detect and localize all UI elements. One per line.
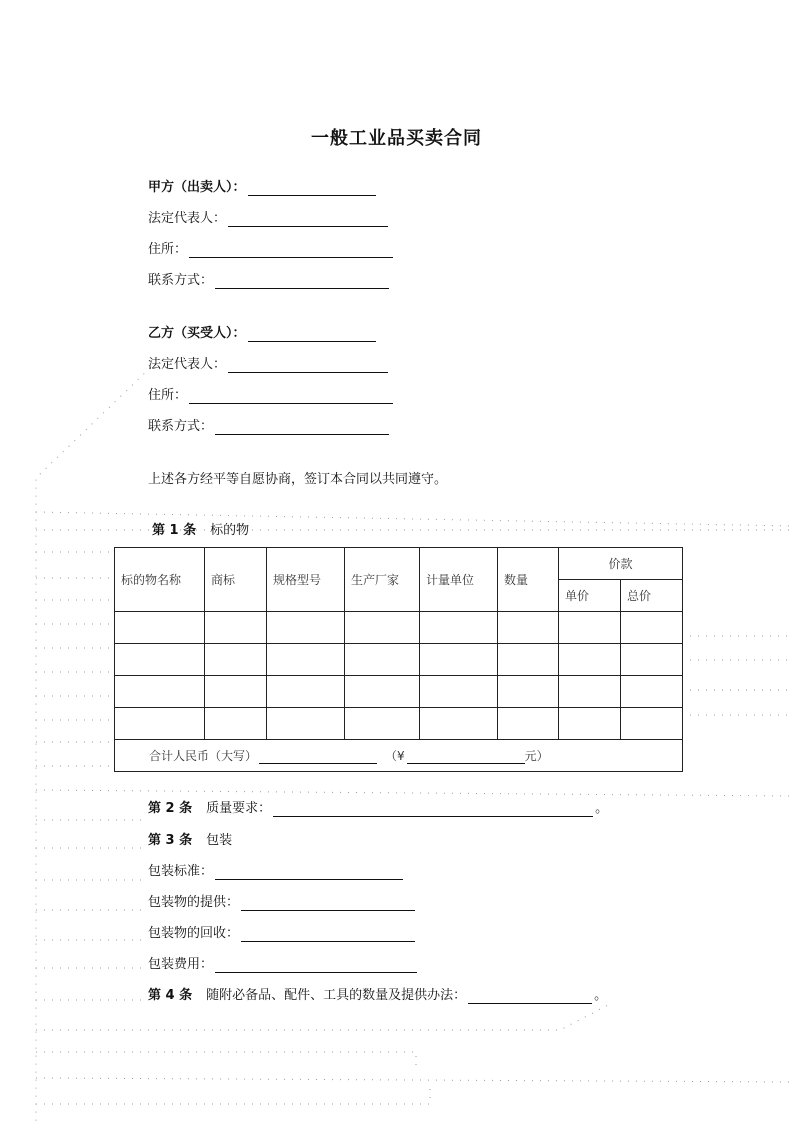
table-cell[interactable] — [345, 644, 420, 676]
article-4-title: 随附必备品、配件、工具的数量及提供办法： — [206, 988, 467, 1003]
accessories-field[interactable] — [468, 989, 592, 1004]
table-cell[interactable] — [205, 676, 267, 708]
table-cell[interactable] — [420, 708, 498, 740]
article-3-number: 第 3 条 — [148, 833, 193, 848]
goods-table — [114, 547, 683, 772]
article-2-title: 质量要求： — [206, 801, 272, 816]
header-model: 规格型号 — [267, 548, 345, 612]
table-cell[interactable] — [345, 708, 420, 740]
article-4-end: 。 — [594, 988, 608, 1003]
party-a-address-row — [148, 242, 393, 258]
article-4-row — [148, 988, 607, 1004]
total-amount-field[interactable] — [407, 751, 525, 764]
party-a-rep-row — [148, 211, 388, 227]
party-b-name-field[interactable] — [248, 327, 376, 342]
packaging-standard-label: 包装标准： — [148, 864, 214, 879]
contract-title: 一般工业品买卖合同 — [311, 128, 482, 149]
table-row — [115, 644, 683, 676]
total-yen-label: （¥ — [385, 749, 405, 763]
packaging-return-row — [148, 926, 415, 942]
table-cell[interactable] — [621, 612, 683, 644]
article-1-title: 标的物 — [210, 523, 250, 538]
party-b-contact-row — [148, 419, 389, 435]
packaging-return-field[interactable] — [241, 927, 415, 942]
total-end-label: 元） — [524, 749, 549, 763]
table-cell[interactable] — [267, 708, 345, 740]
party-b-contact-label: 联系方式： — [148, 419, 214, 434]
table-cell[interactable] — [420, 644, 498, 676]
packaging-fee-label: 包装费用： — [148, 957, 214, 972]
party-b-address-label: 住所： — [148, 388, 188, 403]
table-cell[interactable] — [205, 612, 267, 644]
table-cell[interactable] — [115, 612, 205, 644]
table-cell[interactable] — [267, 676, 345, 708]
header-quantity: 数量 — [498, 548, 559, 612]
table-cell[interactable] — [621, 708, 683, 740]
party-a-heading: 甲方（出卖人）： — [148, 180, 246, 195]
table-cell[interactable] — [420, 612, 498, 644]
packaging-standard-field[interactable] — [215, 865, 403, 880]
party-b-address-field[interactable] — [189, 389, 393, 404]
party-b-contact-field[interactable] — [215, 420, 389, 435]
intro-row — [148, 472, 447, 488]
table-header-row — [115, 548, 683, 580]
party-a-contact-label: 联系方式： — [148, 273, 214, 288]
table-cell[interactable] — [115, 644, 205, 676]
table-cell[interactable] — [559, 676, 621, 708]
header-total-price: 总价 — [621, 580, 683, 612]
article-1-number: 第 1 条 — [152, 523, 197, 538]
party-a-name-field[interactable] — [248, 181, 376, 196]
total-cell — [115, 740, 683, 772]
table-cell[interactable] — [498, 644, 559, 676]
article-3-title: 包装 — [206, 833, 233, 848]
table-cell[interactable] — [267, 644, 345, 676]
table-cell[interactable] — [621, 676, 683, 708]
table-total-row — [115, 740, 683, 772]
packaging-fee-field[interactable] — [215, 958, 417, 973]
table-cell[interactable] — [498, 612, 559, 644]
table-row — [115, 612, 683, 644]
packaging-supply-field[interactable] — [241, 896, 415, 911]
table-cell[interactable] — [420, 676, 498, 708]
party-b-address-row — [148, 388, 393, 404]
article-2-number: 第 2 条 — [148, 801, 193, 816]
party-b-rep-label: 法定代表人： — [148, 357, 227, 372]
packaging-return-label: 包装物的回收： — [148, 926, 240, 941]
quality-requirement-field[interactable] — [273, 802, 593, 817]
party-b-rep-field[interactable] — [228, 358, 388, 373]
table-cell[interactable] — [559, 708, 621, 740]
header-manufacturer: 生产厂家 — [345, 548, 420, 612]
table-cell[interactable] — [205, 708, 267, 740]
intro-text: 上述各方经平等自愿协商，签订本合同以共同遵守。 — [148, 472, 448, 487]
article-3-heading — [148, 833, 232, 849]
article-1-heading — [152, 523, 249, 539]
party-b-rep-row — [148, 357, 388, 373]
header-unit: 计量单位 — [420, 548, 498, 612]
table-row — [115, 676, 683, 708]
party-a-address-field[interactable] — [189, 243, 393, 258]
party-b-heading: 乙方（买受人）： — [148, 326, 246, 341]
total-uppercase-field[interactable] — [259, 751, 377, 764]
table-cell[interactable] — [559, 612, 621, 644]
table-cell[interactable] — [559, 644, 621, 676]
table-cell[interactable] — [115, 708, 205, 740]
article-4-number: 第 4 条 — [148, 988, 193, 1003]
article-2-end: 。 — [595, 801, 609, 816]
party-b-heading-row — [148, 326, 376, 342]
packaging-fee-row — [148, 957, 417, 973]
party-a-contact-row — [148, 273, 389, 289]
party-a-rep-field[interactable] — [228, 212, 388, 227]
table-cell[interactable] — [115, 676, 205, 708]
party-a-address-label: 住所： — [148, 242, 188, 257]
table-cell[interactable] — [205, 644, 267, 676]
table-cell[interactable] — [345, 676, 420, 708]
packaging-supply-row — [148, 895, 415, 911]
total-label: 合计人民币（大写） — [149, 749, 258, 763]
header-item-name: 标的物名称 — [115, 548, 205, 612]
party-a-contact-field[interactable] — [215, 274, 389, 289]
party-a-rep-label: 法定代表人： — [148, 211, 227, 226]
header-unit-price: 单价 — [559, 580, 621, 612]
header-brand: 商标 — [205, 548, 267, 612]
table-cell[interactable] — [267, 612, 345, 644]
header-price: 价款 — [559, 548, 683, 580]
table-cell[interactable] — [498, 708, 559, 740]
table-row — [115, 708, 683, 740]
table-cell[interactable] — [345, 612, 420, 644]
table-cell[interactable] — [498, 676, 559, 708]
article-2-row — [148, 801, 608, 817]
table-cell[interactable] — [621, 644, 683, 676]
packaging-supply-label: 包装物的提供： — [148, 895, 240, 910]
party-a-heading-row — [148, 180, 376, 196]
packaging-standard-row — [148, 864, 403, 880]
